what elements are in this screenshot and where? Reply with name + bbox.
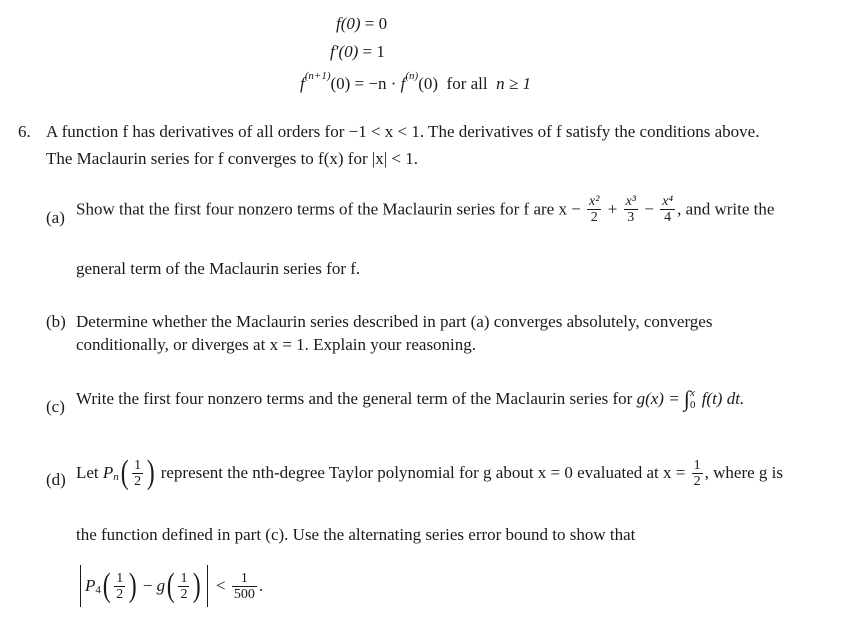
- condition-2-lhs: f′(0): [330, 42, 359, 61]
- x-half-fraction: [692, 458, 703, 489]
- term-x3-den: 3: [624, 209, 638, 225]
- x-half-den: 2: [693, 473, 701, 489]
- condition-2-rhs: = 1: [362, 42, 385, 61]
- ineq-lparen-2: (: [166, 567, 175, 604]
- integral-limits: [690, 387, 696, 411]
- problem-line-1: A function f has derivatives of all orders for −1 < x < 1. The derivatives of f satisfy the conditions above.: [46, 122, 760, 141]
- ineq-half-2-num: 1: [180, 570, 188, 586]
- condition-1-rhs: = 0: [364, 14, 388, 33]
- condition-3-f: f: [300, 74, 305, 93]
- condition-1-lhs: f(0): [336, 14, 361, 33]
- term-x4-den: 4: [660, 209, 675, 225]
- part-b-line-1: Determine whether the Maclaurin series described in part (a) converges absolutely, converges: [76, 312, 713, 331]
- ineq-half-1-den: 2: [116, 586, 124, 602]
- ineq-half-1-num: 1: [116, 570, 124, 586]
- integral-sign: ∫: [683, 386, 690, 411]
- integrand: f(t) dt.: [701, 389, 745, 408]
- part-a-label: (a): [46, 208, 65, 227]
- ineq-half-1: [114, 571, 125, 602]
- integral-lower: 0: [689, 399, 696, 411]
- term-x4: [660, 194, 675, 225]
- ineq-half-2: [178, 571, 189, 602]
- right-paren: ): [146, 454, 155, 491]
- term-x2: [587, 194, 601, 225]
- ineq-lparen-1: (: [102, 567, 111, 604]
- part-a-text: Show that the first four nonzero terms of the Maclaurin series for f are x −: [76, 199, 581, 219]
- part-d-let: Let: [76, 463, 99, 482]
- x-half-num: 1: [693, 457, 701, 473]
- term-x2-den: 2: [587, 209, 601, 225]
- part-d-text-mid: represent the nth-degree Taylor polynomial for g about x = 0 evaluated at x =: [160, 463, 686, 482]
- part-d-p: P: [102, 463, 114, 482]
- part-d-line-2: the function defined in part (c). Use the alternating series error bound to show that: [76, 525, 636, 544]
- ineq-half-2-den: 2: [180, 586, 188, 602]
- problem-number: 6.: [18, 122, 31, 141]
- condition-3-end: (0): [418, 74, 439, 93]
- part-a-line-1: [76, 194, 774, 225]
- bound-den: 500: [233, 586, 255, 602]
- bound-num: 1: [240, 570, 248, 586]
- condition-3-f2: f: [400, 74, 406, 93]
- op-minus: −: [644, 199, 654, 219]
- part-b-label: (b): [46, 312, 66, 331]
- ineq-lt: <: [216, 576, 226, 595]
- ineq-rparen-2: ): [193, 567, 202, 604]
- problem-line-2: The Maclaurin series for f converges to f(x) for |x| < 1.: [46, 149, 419, 168]
- ineq-rparen-1: ): [128, 567, 137, 604]
- term-x3: [624, 194, 638, 225]
- part-d-label: (d): [46, 470, 66, 489]
- abs-bar-left: [80, 565, 81, 607]
- part-c-g: g(x) =: [636, 389, 680, 408]
- term-x4-num: x⁴: [662, 194, 674, 209]
- ineq-p4-sub: 4: [95, 584, 101, 596]
- condition-3-order: (n+1): [304, 70, 331, 82]
- part-c-text: Write the first four nonzero terms and the general term of the Maclaurin series for: [76, 389, 633, 408]
- condition-3: [300, 70, 531, 94]
- integral-upper: x: [689, 387, 695, 399]
- ineq-p4: P: [85, 576, 96, 595]
- condition-3-cond: n ≥ 1: [496, 74, 531, 93]
- part-b-line-2: conditionally, or diverges at x = 1. Explain your reasoning.: [76, 335, 477, 354]
- condition-2: [330, 42, 385, 62]
- ineq-g: g: [156, 576, 166, 595]
- condition-3-order2: (n): [405, 70, 419, 82]
- condition-3-for: for all: [446, 74, 488, 93]
- part-a-text-after: , and write the: [677, 199, 775, 219]
- ineq-minus: −: [142, 576, 153, 595]
- abs-bar-right: [207, 565, 208, 607]
- term-x3-num: x³: [625, 194, 636, 209]
- half-fraction: [132, 458, 143, 489]
- part-d-line-1: [76, 456, 783, 490]
- part-d-where: , where g is: [704, 463, 783, 482]
- condition-3-mid: (0) = −n ·: [330, 74, 401, 93]
- error-inequality: [76, 565, 263, 607]
- part-d-p-sub: n: [113, 471, 119, 483]
- left-paren: (: [120, 454, 129, 491]
- term-x2-num: x²: [589, 194, 600, 209]
- part-c-label: (c): [46, 397, 65, 416]
- half-num: 1: [134, 457, 142, 473]
- bound-end: .: [258, 576, 264, 595]
- condition-1: [336, 14, 387, 34]
- half-den: 2: [134, 473, 142, 489]
- part-a-line-2: general term of the Maclaurin series for f.: [76, 259, 361, 278]
- part-c-line: [76, 386, 744, 412]
- bound-fraction: [232, 571, 257, 602]
- op-plus: +: [607, 199, 618, 219]
